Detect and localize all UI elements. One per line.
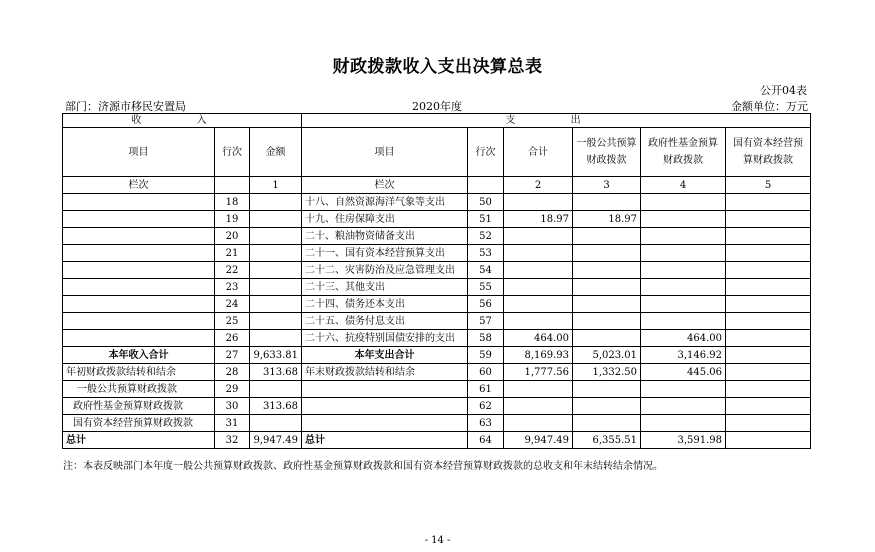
state-capital-cell xyxy=(726,347,811,364)
header-exp-total: 合计 xyxy=(504,128,573,177)
table-row xyxy=(63,296,811,313)
state-capital-cell xyxy=(726,415,811,432)
state-capital-cell xyxy=(726,279,811,296)
general-budget-cell xyxy=(573,279,641,296)
state-capital-cell xyxy=(726,432,811,449)
expenditure-item-cell: 年末财政拨款结转和结余 xyxy=(302,364,468,381)
index-label-exp: 栏次 xyxy=(302,177,468,194)
table-row xyxy=(63,415,811,432)
fund-budget-cell: 464.00 xyxy=(641,330,726,347)
budget-summary-table xyxy=(62,113,811,449)
state-capital-cell xyxy=(726,398,811,415)
income-line-cell: 32 xyxy=(215,432,250,449)
general-budget-cell: 18.97 xyxy=(573,211,641,228)
header-exp-fund: 政府性基金预算财政拨款 xyxy=(641,128,726,177)
income-line-cell: 25 xyxy=(215,313,250,330)
general-budget-cell xyxy=(573,228,641,245)
expenditure-item-cell: 总计 xyxy=(302,432,468,449)
index-exp-state: 5 xyxy=(726,177,811,194)
fund-budget-cell xyxy=(641,194,726,211)
expenditure-line-cell: 51 xyxy=(468,211,504,228)
general-budget-cell xyxy=(573,330,641,347)
expenditure-line-cell: 63 xyxy=(468,415,504,432)
table-row xyxy=(63,432,811,449)
income-amount-cell xyxy=(250,381,302,398)
income-amount-cell xyxy=(250,262,302,279)
expenditure-total-cell: 8,169.93 xyxy=(504,347,573,364)
expenditure-total-cell xyxy=(504,262,573,279)
income-item-cell xyxy=(63,279,215,296)
expenditure-item-cell: 二十六、抗疫特别国债安排的支出 xyxy=(302,330,468,347)
income-amount-cell xyxy=(250,194,302,211)
expenditure-item-cell: 二十四、债务还本支出 xyxy=(302,296,468,313)
income-line-cell: 19 xyxy=(215,211,250,228)
expenditure-item-cell: 二十、粮油物资储备支出 xyxy=(302,228,468,245)
expenditure-total-cell xyxy=(504,194,573,211)
expenditure-total-cell xyxy=(504,228,573,245)
department-label: 部门：济源市移民安置局 xyxy=(65,100,186,113)
fund-budget-cell xyxy=(641,398,726,415)
index-blank-exp-line xyxy=(468,177,504,194)
expenditure-total-cell xyxy=(504,381,573,398)
income-amount-cell xyxy=(250,245,302,262)
income-item-cell xyxy=(63,296,215,313)
state-capital-cell xyxy=(726,313,811,330)
state-capital-cell xyxy=(726,381,811,398)
expenditure-line-cell: 55 xyxy=(468,279,504,296)
fund-budget-cell xyxy=(641,296,726,313)
index-blank-income-line xyxy=(215,177,250,194)
income-item-cell: 年初财政拨款结转和结余 xyxy=(63,364,215,381)
general-budget-cell xyxy=(573,398,641,415)
general-budget-cell xyxy=(573,245,641,262)
income-line-cell: 27 xyxy=(215,347,250,364)
expenditure-item-cell xyxy=(302,398,468,415)
expenditure-section-header: 支 出 xyxy=(302,114,811,128)
expenditure-line-cell: 64 xyxy=(468,432,504,449)
income-item-cell: 总计 xyxy=(63,432,215,449)
table-row xyxy=(63,398,811,415)
expenditure-line-cell: 58 xyxy=(468,330,504,347)
expenditure-line-cell: 54 xyxy=(468,262,504,279)
fund-budget-cell xyxy=(641,245,726,262)
fund-budget-cell xyxy=(641,262,726,279)
table-row xyxy=(63,347,811,364)
income-line-cell: 31 xyxy=(215,415,250,432)
column-header-row xyxy=(63,128,811,177)
expenditure-total-cell xyxy=(504,296,573,313)
expenditure-item-cell: 二十五、债务付息支出 xyxy=(302,313,468,330)
column-index-row xyxy=(63,177,811,194)
amount-unit: 金额单位：万元 xyxy=(731,100,808,113)
income-amount-cell xyxy=(250,228,302,245)
header-exp-item: 项目 xyxy=(302,128,468,177)
expenditure-item-cell xyxy=(302,415,468,432)
expenditure-total-cell xyxy=(504,245,573,262)
income-amount-cell xyxy=(250,296,302,313)
income-item-cell: 政府性基金预算财政拨款 xyxy=(63,398,215,415)
general-budget-cell xyxy=(573,296,641,313)
expenditure-item-cell: 十九、住房保障支出 xyxy=(302,211,468,228)
income-amount-cell xyxy=(250,415,302,432)
header-exp-line: 行次 xyxy=(468,128,504,177)
general-budget-cell xyxy=(573,313,641,330)
state-capital-cell xyxy=(726,211,811,228)
expenditure-total-cell: 464.00 xyxy=(504,330,573,347)
expenditure-total-cell xyxy=(504,313,573,330)
income-line-cell: 22 xyxy=(215,262,250,279)
income-item-cell: 一般公共预算财政拨款 xyxy=(63,381,215,398)
fund-budget-cell xyxy=(641,415,726,432)
income-line-cell: 28 xyxy=(215,364,250,381)
report-meta xyxy=(62,98,808,112)
expenditure-line-cell: 61 xyxy=(468,381,504,398)
index-exp-general: 3 xyxy=(573,177,641,194)
expenditure-item-cell: 二十一、国有资本经营预算支出 xyxy=(302,245,468,262)
fund-budget-cell xyxy=(641,313,726,330)
fund-budget-cell xyxy=(641,228,726,245)
general-budget-cell xyxy=(573,381,641,398)
table-row xyxy=(63,381,811,398)
table-row xyxy=(63,194,811,211)
expenditure-total-cell xyxy=(504,415,573,432)
income-line-cell: 26 xyxy=(215,330,250,347)
state-capital-cell xyxy=(726,364,811,381)
income-item-cell xyxy=(63,262,215,279)
income-amount-cell xyxy=(250,279,302,296)
index-exp-total: 2 xyxy=(504,177,573,194)
expenditure-line-cell: 59 xyxy=(468,347,504,364)
income-line-cell: 29 xyxy=(215,381,250,398)
fund-budget-cell xyxy=(641,381,726,398)
expenditure-line-cell: 60 xyxy=(468,364,504,381)
income-item-cell xyxy=(63,194,215,211)
income-amount-cell xyxy=(250,330,302,347)
header-income-line: 行次 xyxy=(215,128,250,177)
table-row xyxy=(63,262,811,279)
income-section-header: 收 入 xyxy=(63,114,302,128)
general-budget-cell: 1,332.50 xyxy=(573,364,641,381)
fund-budget-cell xyxy=(641,279,726,296)
expenditure-line-cell: 50 xyxy=(468,194,504,211)
general-budget-cell xyxy=(573,194,641,211)
expenditure-total-cell: 9,947.49 xyxy=(504,432,573,449)
income-item-cell xyxy=(63,330,215,347)
income-amount-cell xyxy=(250,313,302,330)
index-income-amount: 1 xyxy=(250,177,302,194)
table-row xyxy=(63,364,811,381)
expenditure-item-cell: 二十二、灾害防治及应急管理支出 xyxy=(302,262,468,279)
income-item-cell: 本年收入合计 xyxy=(63,347,215,364)
income-item-cell xyxy=(63,211,215,228)
header-income-item: 项目 xyxy=(63,128,215,177)
fiscal-year: 2020年度 xyxy=(412,100,462,113)
expenditure-line-cell: 57 xyxy=(468,313,504,330)
general-budget-cell: 6,355.51 xyxy=(573,432,641,449)
index-label-income: 栏次 xyxy=(63,177,215,194)
fund-budget-cell: 3,146.92 xyxy=(641,347,726,364)
expenditure-total-cell xyxy=(504,398,573,415)
expenditure-total-cell: 1,777.56 xyxy=(504,364,573,381)
income-amount-cell: 313.68 xyxy=(250,364,302,381)
table-row xyxy=(63,245,811,262)
header-exp-general: 一般公共预算财政拨款 xyxy=(573,128,641,177)
index-exp-fund: 4 xyxy=(641,177,726,194)
state-capital-cell xyxy=(726,330,811,347)
expenditure-line-cell: 53 xyxy=(468,245,504,262)
expenditure-line-cell: 56 xyxy=(468,296,504,313)
page-number: - 14 - xyxy=(424,535,451,546)
income-amount-cell: 9,947.49 xyxy=(250,432,302,449)
expenditure-item-cell: 二十三、其他支出 xyxy=(302,279,468,296)
header-exp-state: 国有资本经营预算财政拨款 xyxy=(726,128,811,177)
income-amount-cell: 9,633.81 xyxy=(250,347,302,364)
table-row xyxy=(63,211,811,228)
income-line-cell: 20 xyxy=(215,228,250,245)
state-capital-cell xyxy=(726,262,811,279)
table-row xyxy=(63,313,811,330)
expenditure-line-cell: 52 xyxy=(468,228,504,245)
income-item-cell xyxy=(63,228,215,245)
income-line-cell: 23 xyxy=(215,279,250,296)
table-row xyxy=(63,228,811,245)
footnote: 注：本表反映部门本年度一般公共预算财政拨款、政府性基金预算财政拨款和国有资本经营预算财政拨款的总收支和年末结转结余情况。 xyxy=(63,461,663,472)
expenditure-total-cell xyxy=(504,279,573,296)
expenditure-item-cell xyxy=(302,381,468,398)
expenditure-line-cell: 62 xyxy=(468,398,504,415)
income-amount-cell: 313.68 xyxy=(250,398,302,415)
header-income-amount: 金额 xyxy=(250,128,302,177)
income-item-cell: 国有资本经营预算财政拨款 xyxy=(63,415,215,432)
income-line-cell: 30 xyxy=(215,398,250,415)
section-header-row xyxy=(63,114,811,128)
income-line-cell: 24 xyxy=(215,296,250,313)
state-capital-cell xyxy=(726,228,811,245)
fund-budget-cell xyxy=(641,211,726,228)
general-budget-cell: 5,023.01 xyxy=(573,347,641,364)
fund-budget-cell: 445.06 xyxy=(641,364,726,381)
expenditure-item-cell: 十八、自然资源海洋气象等支出 xyxy=(302,194,468,211)
expenditure-item-cell: 本年支出合计 xyxy=(302,347,468,364)
income-line-cell: 18 xyxy=(215,194,250,211)
state-capital-cell xyxy=(726,245,811,262)
income-line-cell: 21 xyxy=(215,245,250,262)
general-budget-cell xyxy=(573,415,641,432)
report-title: 财政拨款收入支出决算总表 xyxy=(332,57,543,77)
income-item-cell xyxy=(63,245,215,262)
state-capital-cell xyxy=(726,194,811,211)
fund-budget-cell: 3,591.98 xyxy=(641,432,726,449)
table-row xyxy=(63,279,811,296)
general-budget-cell xyxy=(573,262,641,279)
income-item-cell xyxy=(63,313,215,330)
expenditure-total-cell: 18.97 xyxy=(504,211,573,228)
table-row xyxy=(63,330,811,347)
income-amount-cell xyxy=(250,211,302,228)
state-capital-cell xyxy=(726,296,811,313)
form-number: 公开04表 xyxy=(760,84,807,97)
